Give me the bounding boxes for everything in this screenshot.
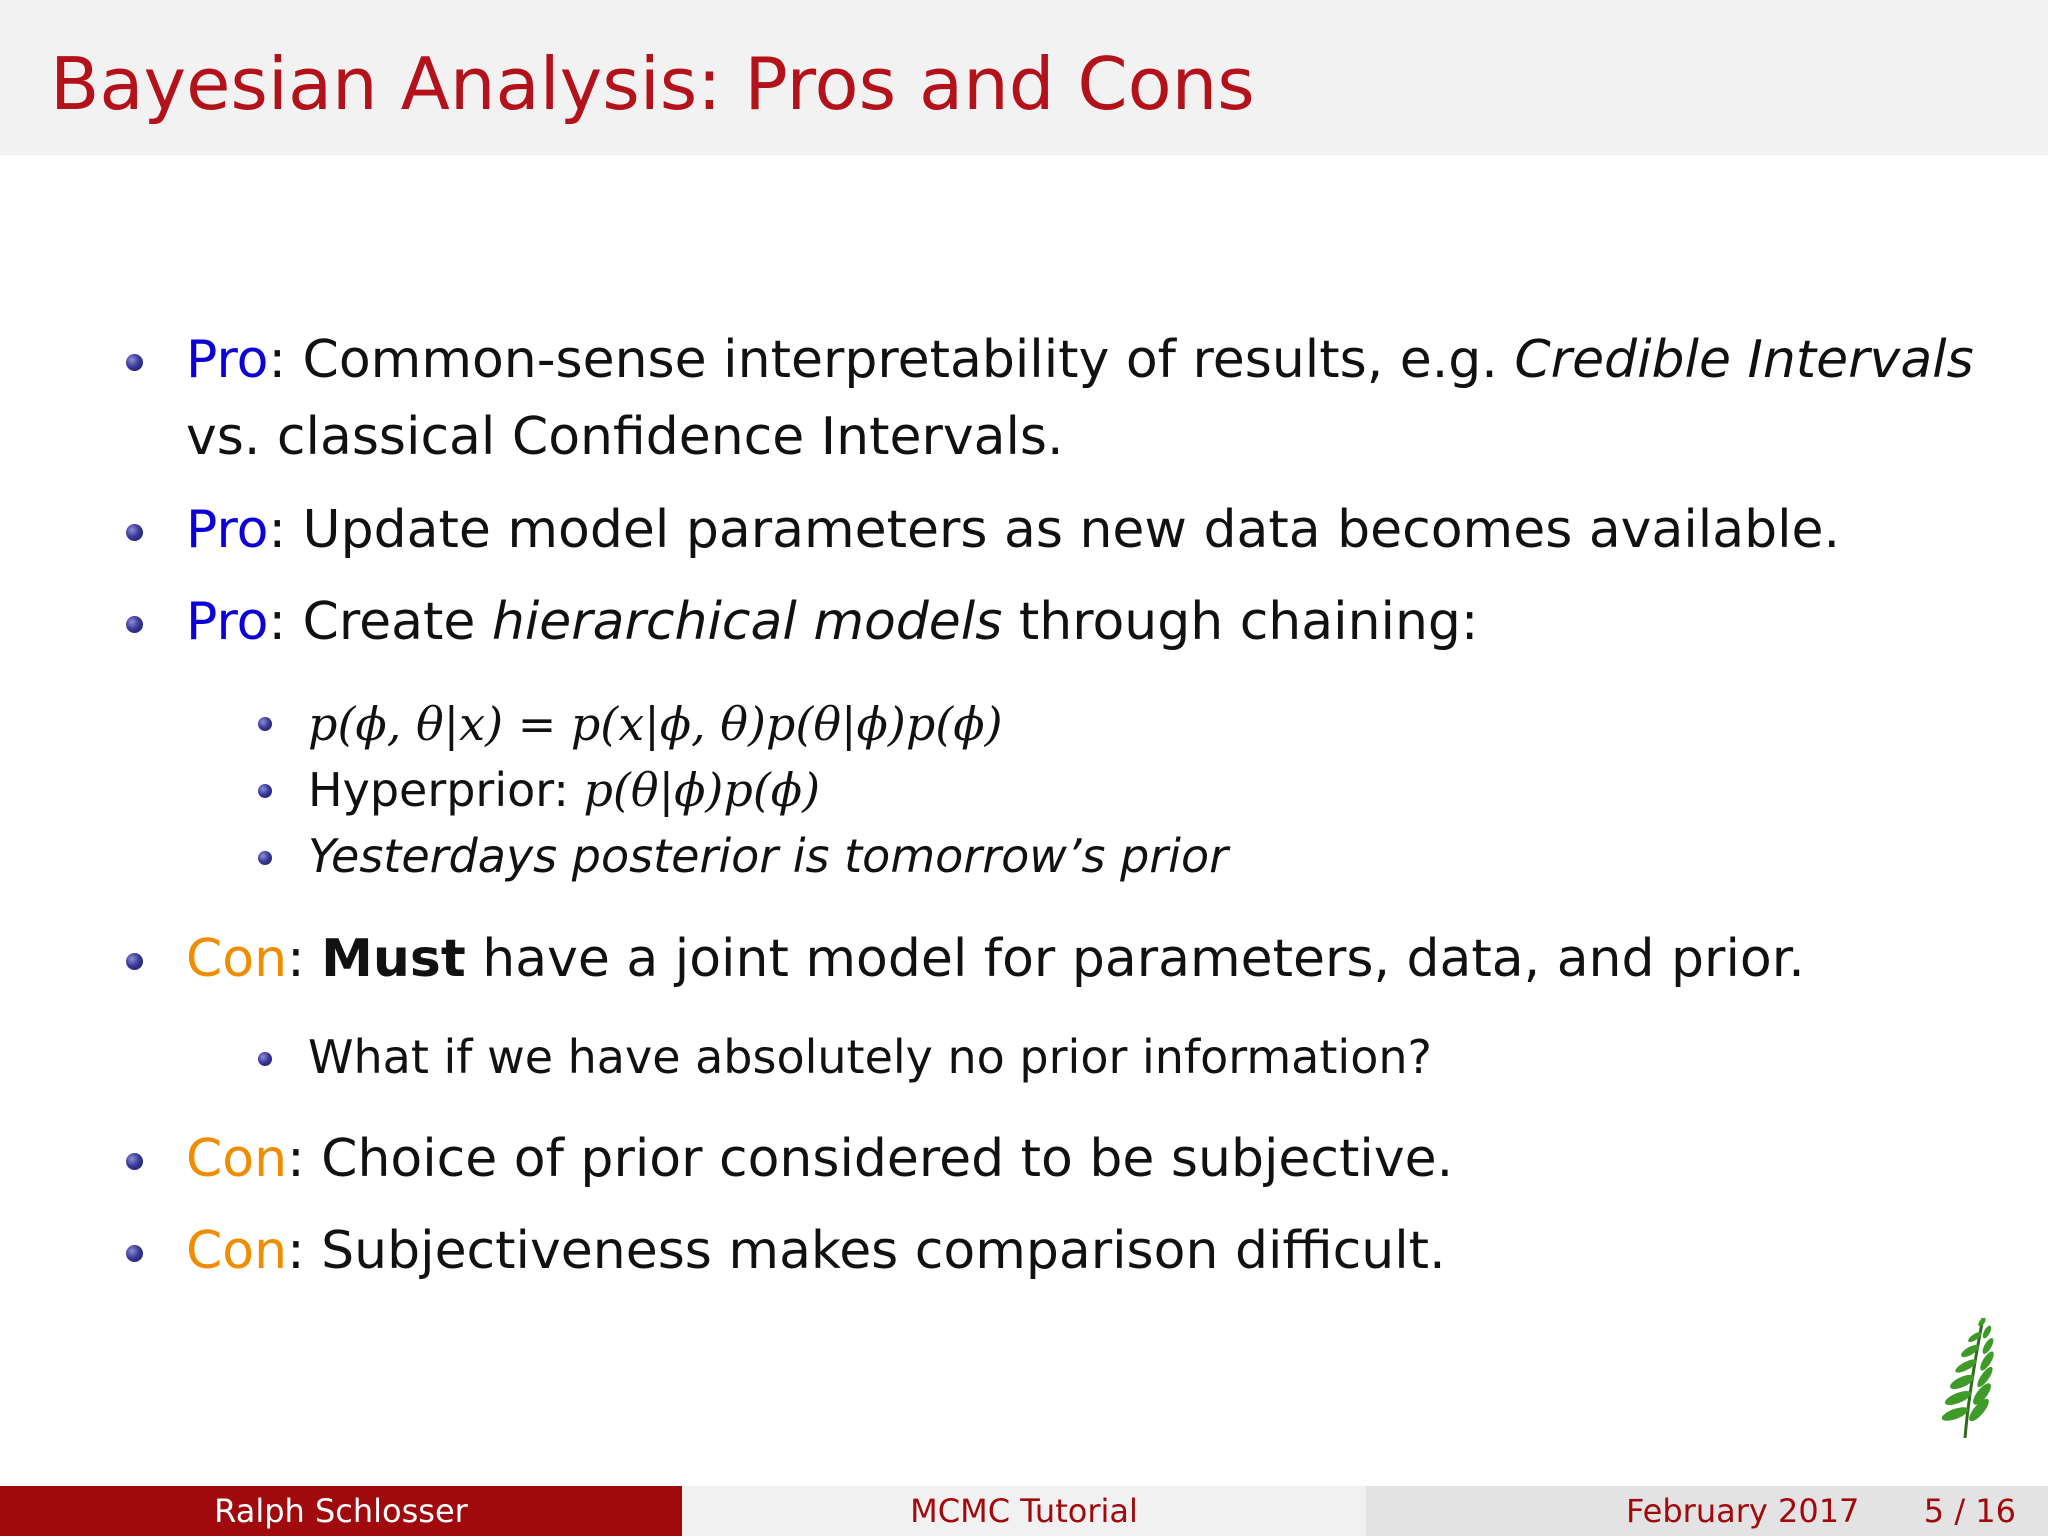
bullet-icon xyxy=(126,354,143,371)
list-item-pro-2 xyxy=(186,492,1840,568)
bullet-icon xyxy=(126,953,143,970)
slide-title: Bayesian Analysis: Pros and Cons xyxy=(50,42,1255,126)
sub-item-no-prior: What if we have absolutely no prior information? xyxy=(308,1030,1432,1084)
list-item-con-3 xyxy=(186,1213,1446,1289)
sub-bullet-icon xyxy=(258,1052,272,1066)
footer xyxy=(0,1486,2048,1536)
pro-label: Pro xyxy=(186,330,269,390)
list-item-pro-1 xyxy=(186,322,1974,398)
fern-icon xyxy=(1925,1310,2005,1440)
list-item-pro-1-continuation: vs. classical Confidence Intervals. xyxy=(186,407,1064,467)
sub-item-formula: p(θ|ϕ)p(ϕ) xyxy=(583,763,821,817)
item-text: : Subjectiveness makes comparison difficult. xyxy=(287,1221,1446,1281)
bullet-icon xyxy=(126,1153,143,1170)
item-text: : xyxy=(287,929,322,989)
con-label: Con xyxy=(186,929,288,989)
item-bold: Must xyxy=(321,929,466,989)
con-label: Con xyxy=(186,1129,288,1189)
footer-talk-title: MCMC Tutorial xyxy=(682,1486,1366,1536)
footer-right xyxy=(1366,1486,2048,1536)
item-text: through chaining: xyxy=(1002,592,1479,652)
sub-bullet-icon xyxy=(258,851,272,865)
pro-label: Pro xyxy=(186,500,269,560)
item-emphasis: hierarchical models xyxy=(491,592,1003,652)
sub-bullet-icon xyxy=(258,717,272,731)
sub-item-text: Hyperprior: xyxy=(308,763,584,817)
sub-item-joint-formula: p(ϕ, θ|x) = p(x|ϕ, θ)p(θ|ϕ)p(ϕ) xyxy=(308,697,1003,751)
bullet-icon xyxy=(126,524,143,541)
sub-bullet-icon xyxy=(258,784,272,798)
sub-item-posterior-prior: Yesterdays posterior is tomorrow’s prior xyxy=(308,829,1229,883)
pro-label: Pro xyxy=(186,592,269,652)
item-text: : Common-sense interpretability of results, e.g. xyxy=(268,330,1515,390)
item-text: : Create xyxy=(268,592,492,652)
item-text: : Update model parameters as new data becomes available. xyxy=(268,500,1841,560)
page-number: 5 / 16 xyxy=(1923,1492,2016,1530)
item-text: : Choice of prior considered to be subjective. xyxy=(287,1129,1454,1189)
list-item-con-2 xyxy=(186,1121,1453,1197)
item-emphasis: Credible Intervals xyxy=(1514,330,1974,390)
bullet-icon xyxy=(126,1245,143,1262)
list-item-con-1 xyxy=(186,921,1805,997)
sub-item-hyperprior xyxy=(308,757,820,823)
list-item-pro-3 xyxy=(186,584,1478,660)
item-text: have a joint model for parameters, data, and prior. xyxy=(465,929,1805,989)
footer-author: Ralph Schlosser xyxy=(0,1486,682,1536)
footer-date: February 2017 xyxy=(1626,1492,1860,1530)
bullet-icon xyxy=(126,616,143,633)
con-label: Con xyxy=(186,1221,288,1281)
